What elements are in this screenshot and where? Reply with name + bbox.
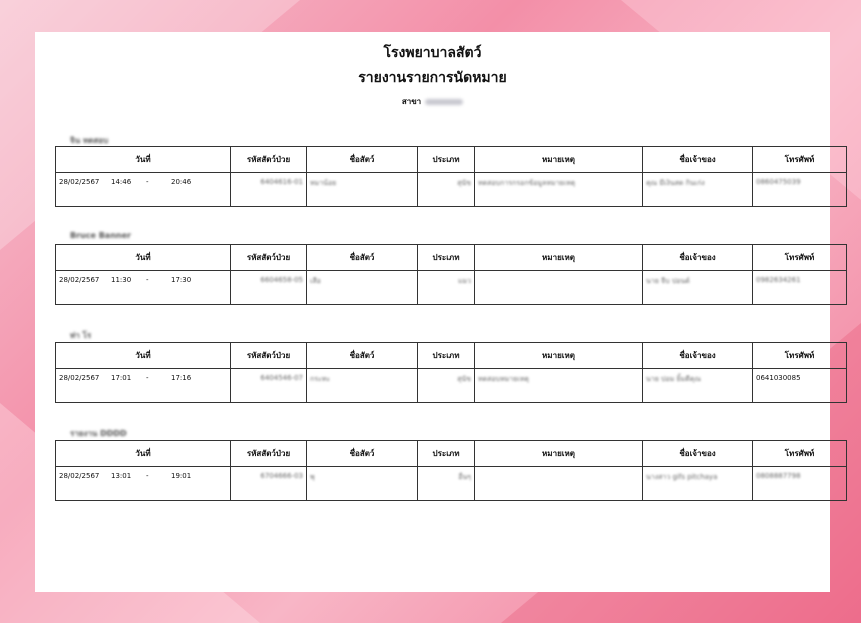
- table-header-row: [56, 245, 847, 271]
- report-page: [35, 32, 830, 592]
- cell-pet-type: สุนัข: [418, 369, 475, 403]
- table-row: [56, 467, 847, 501]
- cell-datetime: [56, 467, 231, 501]
- col-date: วันที่: [56, 245, 231, 271]
- col-pet-code: รหัสสัตว์ป่วย: [231, 245, 307, 271]
- col-date: วันที่: [56, 441, 231, 467]
- cell-pet-name: หมาน้อย: [307, 173, 418, 207]
- cell-start-time: 13:01: [111, 472, 132, 480]
- cell-owner: คุณ มีเงินสด กินเก่ง: [643, 173, 753, 207]
- cell-end-time: 20:46: [171, 178, 192, 186]
- cell-start-time: 17:01: [111, 374, 132, 382]
- doctor-name: จิน ทดสอบ: [70, 136, 109, 145]
- col-note: หมายเหตุ: [475, 245, 643, 271]
- cell-phone: 0982634261: [753, 271, 847, 305]
- col-phone: โทรศัพท์: [753, 245, 847, 271]
- cell-start-time: 11:30: [111, 276, 132, 284]
- cell-phone: 0641030085: [753, 369, 847, 403]
- cell-datetime: [56, 271, 231, 305]
- table-row: [56, 173, 847, 207]
- branch-label: สาขา: [401, 97, 422, 106]
- cell-datetime: [56, 173, 231, 207]
- cell-phone: 0860475039: [753, 173, 847, 207]
- cell-note: ทดสอบการกรอกข้อมูลหมายเหตุ: [475, 173, 643, 207]
- table-row: [56, 271, 847, 305]
- doctor-name: Bruce Banner: [70, 231, 131, 240]
- table-header-row: [56, 441, 847, 467]
- cell-pet-code: 6404616-01: [231, 173, 307, 207]
- doctor-name: ท่า โร: [70, 331, 92, 340]
- table-row: [56, 369, 847, 403]
- cell-pet-name: เสือ: [307, 271, 418, 305]
- cell-owner: นาย ปอม ยิ้มดีคุณ: [643, 369, 753, 403]
- cell-time-sep: -: [146, 178, 149, 186]
- cell-owner: นางสาว gifs pitchaya: [643, 467, 753, 501]
- col-owner: ชื่อเจ้าของ: [643, 343, 753, 369]
- table-header-row: [56, 147, 847, 173]
- col-pet-code: รหัสสัตว์ป่วย: [231, 441, 307, 467]
- cell-date: 28/02/2567: [59, 178, 100, 186]
- cell-note: [475, 271, 643, 305]
- col-phone: โทรศัพท์: [753, 147, 847, 173]
- branch-line: [35, 95, 830, 108]
- cell-pet-type: สุนัข: [418, 173, 475, 207]
- cell-datetime: [56, 369, 231, 403]
- cell-phone: 0808887798: [753, 467, 847, 501]
- cell-pet-name: กระทะ: [307, 369, 418, 403]
- cell-date: 28/02/2567: [59, 276, 100, 284]
- cell-end-time: 17:30: [171, 276, 192, 284]
- table-header-row: [56, 343, 847, 369]
- col-pet-type: ประเภท: [418, 147, 475, 173]
- col-owner: ชื่อเจ้าของ: [643, 147, 753, 173]
- col-pet-code: รหัสสัตว์ป่วย: [231, 343, 307, 369]
- report-subtitle: รายงานรายการนัดหมาย: [358, 70, 507, 86]
- cell-date: 28/02/2567: [59, 374, 100, 382]
- cell-pet-type: อื่นๆ: [418, 467, 475, 501]
- col-date: วันที่: [56, 147, 231, 173]
- col-note: หมายเหตุ: [475, 343, 643, 369]
- col-pet-type: ประเภท: [418, 343, 475, 369]
- col-note: หมายเหตุ: [475, 147, 643, 173]
- cell-note: [475, 467, 643, 501]
- cell-pet-code: 6704666-03: [231, 467, 307, 501]
- doctor-name: รายงาน DDDD: [70, 429, 127, 438]
- cell-pet-type: แมว: [418, 271, 475, 305]
- col-pet-type: ประเภท: [418, 245, 475, 271]
- col-note: หมายเหตุ: [475, 441, 643, 467]
- appointment-table: [55, 342, 847, 403]
- cell-note: ทดสอบหมายเหตุ: [475, 369, 643, 403]
- col-pet-code: รหัสสัตว์ป่วย: [231, 147, 307, 173]
- col-pet-name: ชื่อสัตว์: [307, 147, 418, 173]
- col-pet-type: ประเภท: [418, 441, 475, 467]
- cell-time-sep: -: [146, 276, 149, 284]
- col-pet-name: ชื่อสัตว์: [307, 245, 418, 271]
- col-pet-name: ชื่อสัตว์: [307, 441, 418, 467]
- col-owner: ชื่อเจ้าของ: [643, 441, 753, 467]
- cell-end-time: 19:01: [171, 472, 192, 480]
- appointment-table: [55, 244, 847, 305]
- appointment-table: [55, 146, 847, 207]
- col-date: วันที่: [56, 343, 231, 369]
- cell-pet-code: 6404546-07: [231, 369, 307, 403]
- col-phone: โทรศัพท์: [753, 441, 847, 467]
- branch-value-redacted: [425, 99, 463, 105]
- appointment-table: [55, 440, 847, 501]
- cell-end-time: 17:16: [171, 374, 192, 382]
- cell-pet-code: 6604658-05: [231, 271, 307, 305]
- report-title: โรงพยาบาลสัตว์: [383, 45, 482, 61]
- cell-owner: นาย จีบ ปอนด์: [643, 271, 753, 305]
- cell-start-time: 14:46: [111, 178, 132, 186]
- cell-time-sep: -: [146, 374, 149, 382]
- cell-date: 28/02/2567: [59, 472, 100, 480]
- cell-pet-name: พุ: [307, 467, 418, 501]
- col-phone: โทรศัพท์: [753, 343, 847, 369]
- cell-time-sep: -: [146, 472, 149, 480]
- col-pet-name: ชื่อสัตว์: [307, 343, 418, 369]
- col-owner: ชื่อเจ้าของ: [643, 245, 753, 271]
